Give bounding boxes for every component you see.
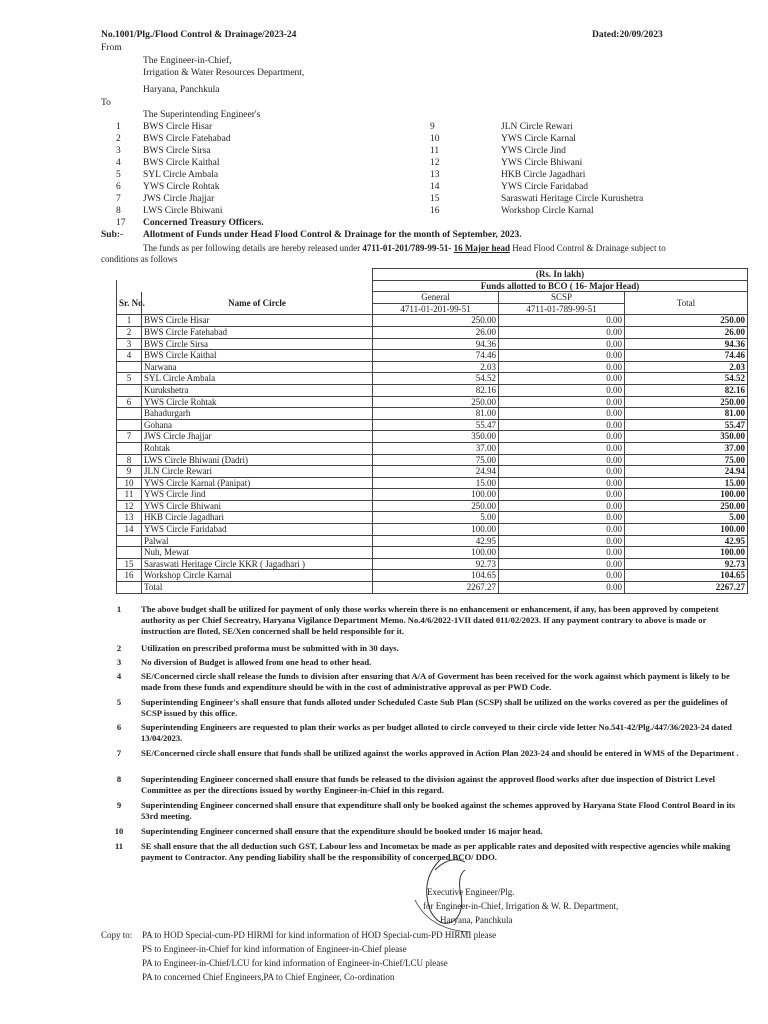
copy-to-line: PA to concerned Chief Engineers,PA to Chief Engineer, Co-ordination bbox=[142, 972, 395, 982]
sr-cell: 2 bbox=[117, 326, 142, 338]
recipient-number: 9 bbox=[430, 122, 435, 132]
sr-cell: 1 bbox=[117, 315, 142, 327]
circle-name-cell: BWS Circle Fatehabad bbox=[142, 326, 373, 338]
circle-name-cell: Bahadurgarh bbox=[142, 408, 373, 420]
scsp-cell: 0.00 bbox=[499, 547, 625, 559]
condition-number: 5 bbox=[116, 697, 122, 707]
table-row bbox=[117, 558, 748, 570]
copy-to-line: PA to HOD Special-cum-PD HIRMI for kind information of HOD Special-cum-PD HIRMI please bbox=[142, 930, 497, 940]
col-name-of-circle: Name of Circle bbox=[142, 292, 373, 315]
sr-cell: 9 bbox=[117, 466, 142, 478]
letter-date: Dated:20/09/2023 bbox=[592, 30, 663, 40]
scsp-cell: 0.00 bbox=[499, 500, 625, 512]
condition-text: The above budget shall be utilized for payment of only those works wherein there is no enhancement or enhancement, if any, has been approved by competent authority as per Chief Secreatry, Haryana Vigilance Department Memo. No.4/6/2022-1VII dated 011/02/2023. If any payment contrary to above is made or instruction are floted, SE/Xen concerned shall be held responsible for it. bbox=[141, 604, 719, 636]
condition-number: 2 bbox=[116, 643, 122, 653]
condition-number: 9 bbox=[116, 800, 122, 810]
circle-name-cell: Palwal bbox=[142, 535, 373, 547]
table-row bbox=[117, 384, 748, 396]
scsp-cell: 0.00 bbox=[499, 315, 625, 327]
col-sr-no: Sr. No. bbox=[117, 292, 142, 315]
sr-cell: 13 bbox=[117, 512, 142, 524]
circle-name-cell: Workshop Circle Karnal bbox=[142, 570, 373, 582]
total-cell: 5.00 bbox=[625, 512, 748, 524]
general-cell: 250.00 bbox=[373, 396, 499, 408]
total-row bbox=[117, 582, 748, 594]
condition-number: 3 bbox=[116, 657, 122, 667]
recipient-name: JWS Circle Jhajjar bbox=[143, 194, 215, 204]
total-cell: 250.00 bbox=[625, 500, 748, 512]
general-cell: 42.95 bbox=[373, 535, 499, 547]
sr-cell bbox=[117, 419, 142, 431]
total-cell: 250.00 bbox=[625, 396, 748, 408]
condition-number: 1 bbox=[116, 604, 122, 614]
scsp-cell: 0.00 bbox=[499, 524, 625, 536]
recipient-name: HKB Circle Jagadhari bbox=[501, 170, 586, 180]
scsp-cell: 0.00 bbox=[499, 582, 625, 594]
recipient-name: YWS Circle Faridabad bbox=[501, 182, 589, 192]
recipient-name: YWS Circle Karnal bbox=[501, 134, 576, 144]
scsp-cell: 0.00 bbox=[499, 396, 625, 408]
recipient-number: 5 bbox=[116, 170, 121, 180]
intro-major-head: 16 Major head bbox=[453, 243, 511, 253]
circle-name-cell: YWS Circle Jind bbox=[142, 489, 373, 501]
scsp-cell: 0.00 bbox=[499, 535, 625, 547]
general-cell: 75.00 bbox=[373, 454, 499, 466]
table-row bbox=[117, 535, 748, 547]
circle-name-cell: Saraswati Heritage Circle KKR ( Jagadhari ) bbox=[142, 558, 373, 570]
circle-name-cell: HKB Circle Jagadhari bbox=[142, 512, 373, 524]
total-cell: 100.00 bbox=[625, 547, 748, 559]
recipient-name: BWS Circle Kaithal bbox=[143, 158, 220, 168]
copy-to-line: PS to Engineer-in-Chief for kind information of Engineer-in-Chief please bbox=[142, 944, 407, 954]
sr-cell bbox=[117, 535, 142, 547]
sr-cell: 6 bbox=[117, 396, 142, 408]
scsp-cell: 0.00 bbox=[499, 431, 625, 443]
total-cell: 75.00 bbox=[625, 454, 748, 466]
scsp-cell: 0.00 bbox=[499, 350, 625, 362]
sr-cell: 8 bbox=[117, 454, 142, 466]
recipient-name: LWS Circle Bhiwani bbox=[143, 206, 223, 216]
col-scsp-code: 4711-01-789-99-51 bbox=[499, 303, 625, 315]
scsp-cell: 0.00 bbox=[499, 466, 625, 478]
to-heading: The Superintending Engineer's bbox=[143, 110, 261, 120]
sr-cell: 4 bbox=[117, 350, 142, 362]
general-cell: 82.16 bbox=[373, 384, 499, 396]
recipient-name: Workshop Circle Karnal bbox=[501, 206, 594, 216]
condition-text: SE/Concerned circle shall ensure that funds shall be utilized against the works approved in Action Plan 2023-24 and should be entered in WMS of the Department . bbox=[141, 748, 739, 758]
table-row bbox=[117, 477, 748, 489]
circle-name-cell: JLN Circle Rewari bbox=[142, 466, 373, 478]
total-cell: 54.52 bbox=[625, 373, 748, 385]
sr-cell bbox=[117, 547, 142, 559]
copy-to-label: Copy to: bbox=[101, 930, 133, 940]
total-cell: 42.95 bbox=[625, 535, 748, 547]
recipient-number: 17 bbox=[116, 218, 126, 228]
table-row bbox=[117, 442, 748, 454]
group-header: Funds allotted to BCO ( 16- Major Head) bbox=[373, 280, 748, 292]
recipient-number: 13 bbox=[430, 170, 440, 180]
recipient-number: 8 bbox=[116, 206, 121, 216]
condition-number: 8 bbox=[116, 774, 122, 784]
total-cell: 81.00 bbox=[625, 408, 748, 420]
condition-text: SE/Concerned circle shall release the funds to division after ensuring that A/A of Goverment has been received for the work against which payment is likely to be made from these funds and expenditure should be with in the cost of administrative approval as per PWD Code. bbox=[141, 671, 730, 692]
general-cell: 81.00 bbox=[373, 408, 499, 420]
sr-cell bbox=[117, 442, 142, 454]
general-cell: 74.46 bbox=[373, 350, 499, 362]
table-row bbox=[117, 524, 748, 536]
col-general: General bbox=[373, 292, 499, 304]
recipient-number: 11 bbox=[430, 146, 440, 156]
total-cell: 24.94 bbox=[625, 466, 748, 478]
general-cell: 350.00 bbox=[373, 431, 499, 443]
scsp-cell: 0.00 bbox=[499, 326, 625, 338]
recipient-name: Concerned Treasury Officers. bbox=[143, 218, 264, 228]
condition-number: 7 bbox=[116, 748, 122, 758]
recipient-number: 10 bbox=[430, 134, 440, 144]
units-header: (Rs. In lakh) bbox=[373, 269, 748, 281]
recipient-name: YWS Circle Jind bbox=[501, 146, 566, 156]
circle-name-cell: YWS Circle Karnal (Panipat) bbox=[142, 477, 373, 489]
letter-number: No.1001/Plg./Flood Control & Drainage/2023-24 bbox=[101, 30, 297, 40]
from-line-2: Irrigation & Water Resources Department, bbox=[143, 68, 305, 78]
sr-cell: 16 bbox=[117, 570, 142, 582]
total-cell: 26.00 bbox=[625, 326, 748, 338]
condition-number: 6 bbox=[116, 722, 122, 732]
circle-name-cell: LWS Circle Bhiwani (Dadri) bbox=[142, 454, 373, 466]
total-cell: 350.00 bbox=[625, 431, 748, 443]
scsp-cell: 0.00 bbox=[499, 408, 625, 420]
table-row bbox=[117, 396, 748, 408]
total-cell: 100.00 bbox=[625, 489, 748, 501]
circle-name-cell: BWS Circle Hisar bbox=[142, 315, 373, 327]
general-cell: 94.36 bbox=[373, 338, 499, 350]
total-cell: 2.03 bbox=[625, 361, 748, 373]
sr-cell: 7 bbox=[117, 431, 142, 443]
recipient-number: 14 bbox=[430, 182, 440, 192]
condition-text: Utilization on prescribed proforma must be submitted with in 30 days. bbox=[141, 643, 399, 653]
total-cell: 55.47 bbox=[625, 419, 748, 431]
recipient-number: 15 bbox=[430, 194, 440, 204]
recipient-number: 6 bbox=[116, 182, 121, 192]
general-cell: 37.00 bbox=[373, 442, 499, 454]
table-row bbox=[117, 500, 748, 512]
general-cell: 26.00 bbox=[373, 326, 499, 338]
circle-name-cell: Kurukshetra bbox=[142, 384, 373, 396]
from-label: From bbox=[101, 43, 122, 53]
intro-part-1: The funds as per following details are hereby released under bbox=[143, 243, 363, 253]
condition-text: Superintending Engineer concerned shall ensure that funds be released to the division against the approved flood works after due inspection of District Level Committee as per the directions issued by worthy Engineer-in-Chief in this regard. bbox=[141, 774, 716, 795]
general-cell: 100.00 bbox=[373, 489, 499, 501]
circle-name-cell: YWS Circle Faridabad bbox=[142, 524, 373, 536]
table-row bbox=[117, 373, 748, 385]
recipient-number: 2 bbox=[116, 134, 121, 144]
general-cell: 54.52 bbox=[373, 373, 499, 385]
circle-name-cell: BWS Circle Kaithal bbox=[142, 350, 373, 362]
sr-cell: 14 bbox=[117, 524, 142, 536]
general-cell: 55.47 bbox=[373, 419, 499, 431]
sr-cell bbox=[117, 384, 142, 396]
general-cell: 100.00 bbox=[373, 524, 499, 536]
total-cell: 2267.27 bbox=[625, 582, 748, 594]
recipient-number: 3 bbox=[116, 146, 121, 156]
sr-cell bbox=[117, 582, 142, 594]
signature-for-line: for Engineer-in-Chief, Irrigation & W. R. Department, bbox=[423, 901, 619, 911]
total-cell: 15.00 bbox=[625, 477, 748, 489]
circle-name-cell: Rohtak bbox=[142, 442, 373, 454]
scsp-cell: 0.00 bbox=[499, 570, 625, 582]
general-cell: 15.00 bbox=[373, 477, 499, 489]
total-cell: 104.65 bbox=[625, 570, 748, 582]
condition-text: SE shall ensure that the all deduction such GST, Labour less and Incometax be made as per applicable rates and deposited with respective agencies while making payment to Contractor. Any pending liability shall be the responsibility of concerned BCO/ DDO. bbox=[141, 841, 731, 862]
general-cell: 2267.27 bbox=[373, 582, 499, 594]
recipient-name: BWS Circle Hisar bbox=[143, 122, 213, 132]
table-row bbox=[117, 466, 748, 478]
sr-cell: 11 bbox=[117, 489, 142, 501]
recipient-name: JLN Circle Rewari bbox=[501, 122, 573, 132]
scsp-cell: 0.00 bbox=[499, 477, 625, 489]
recipient-name: SYL Circle Ambala bbox=[143, 170, 219, 180]
sr-cell bbox=[117, 361, 142, 373]
total-cell: 94.36 bbox=[625, 338, 748, 350]
condition-number: 11 bbox=[114, 841, 124, 851]
col-general-code: 4711-01-201-99-51 bbox=[373, 303, 499, 315]
recipient-name: YWS Circle Rohtak bbox=[143, 182, 220, 192]
table-row bbox=[117, 570, 748, 582]
copy-to-line: PA to Engineer-in-Chief/LCU for kind information of Engineer-in-Chief/LCU please bbox=[142, 958, 448, 968]
condition-number: 4 bbox=[116, 671, 122, 681]
sr-cell: 5 bbox=[117, 373, 142, 385]
table-row bbox=[117, 361, 748, 373]
general-cell: 5.00 bbox=[373, 512, 499, 524]
subject-label: Sub:- bbox=[101, 230, 124, 240]
table-row bbox=[117, 350, 748, 362]
total-cell: 250.00 bbox=[625, 315, 748, 327]
sr-cell bbox=[117, 408, 142, 420]
total-cell: 100.00 bbox=[625, 524, 748, 536]
circle-name-cell: JWS Circle Jhajjar bbox=[142, 431, 373, 443]
general-cell: 2.03 bbox=[373, 361, 499, 373]
circle-name-cell: YWS Circle Bhiwani bbox=[142, 500, 373, 512]
table-row bbox=[117, 431, 748, 443]
scsp-cell: 0.00 bbox=[499, 338, 625, 350]
general-cell: 92.73 bbox=[373, 558, 499, 570]
table-row bbox=[117, 547, 748, 559]
general-cell: 250.00 bbox=[373, 315, 499, 327]
circle-name-cell: Nuh, Mewat bbox=[142, 547, 373, 559]
general-cell: 100.00 bbox=[373, 547, 499, 559]
recipient-number: 4 bbox=[116, 158, 121, 168]
scsp-cell: 0.00 bbox=[499, 489, 625, 501]
scsp-cell: 0.00 bbox=[499, 373, 625, 385]
general-cell: 104.65 bbox=[373, 570, 499, 582]
total-label-cell: Total bbox=[142, 582, 373, 594]
condition-text: Superintending Engineer concerned shall ensure that the expenditure should be booked under 16 major head. bbox=[141, 826, 543, 836]
intro-head-code: 4711-01-201/789-99-51- bbox=[362, 243, 454, 253]
condition-text: Superintending Engineers are requested to plan their works as per budget alloted to circle conveyed to their circle vide letter No.541-42/Plg./447/36/2023-24 dated 13/04/2023. bbox=[141, 722, 732, 743]
recipient-name: YWS Circle Bhiwani bbox=[501, 158, 583, 168]
table-row bbox=[117, 326, 748, 338]
scsp-cell: 0.00 bbox=[499, 512, 625, 524]
scsp-cell: 0.00 bbox=[499, 442, 625, 454]
sr-cell: 12 bbox=[117, 500, 142, 512]
recipient-name: Saraswati Heritage Circle Kurushetra bbox=[501, 194, 644, 204]
scsp-cell: 0.00 bbox=[499, 558, 625, 570]
sr-cell: 15 bbox=[117, 558, 142, 570]
recipient-name: BWS Circle Sirsa bbox=[143, 146, 211, 156]
from-line-1: The Engineer-in-Chief, bbox=[143, 56, 232, 66]
intro-line bbox=[143, 243, 666, 253]
sr-cell: 10 bbox=[117, 477, 142, 489]
table-row bbox=[117, 512, 748, 524]
total-cell: 37.00 bbox=[625, 442, 748, 454]
allocation-table bbox=[116, 268, 748, 594]
from-line-3: Haryana, Panchkula bbox=[143, 85, 220, 95]
signature-place: Haryana, Panchkula bbox=[440, 915, 513, 925]
circle-name-cell: SYL Circle Ambala bbox=[142, 373, 373, 385]
total-cell: 92.73 bbox=[625, 558, 748, 570]
condition-text: Superintending Engineer concerned shall ensure that expenditure shall only be booked against the schemes approved by Haryana State Flood Control Board in its 53rd meeting. bbox=[141, 800, 736, 821]
intro-part-2: Head Flood Control & Drainage subject to bbox=[510, 243, 666, 253]
recipient-name: BWS Circle Fatehabad bbox=[143, 134, 231, 144]
table-row bbox=[117, 315, 748, 327]
intro-line-2: conditions as follows bbox=[101, 254, 178, 264]
circle-name-cell: Narwana bbox=[142, 361, 373, 373]
total-cell: 82.16 bbox=[625, 384, 748, 396]
table-row bbox=[117, 419, 748, 431]
condition-number: 10 bbox=[114, 826, 124, 836]
scsp-cell: 0.00 bbox=[499, 419, 625, 431]
circle-name-cell: YWS Circle Rohtak bbox=[142, 396, 373, 408]
col-total: Total bbox=[625, 292, 748, 315]
condition-text: Superintending Engineer's shall ensure that funds alloted under Scheduled Caste Sub Plan (SCSP) shall be utilized on the works covered as per the guidelines of SCSP issued by this office. bbox=[141, 697, 728, 718]
total-cell: 74.46 bbox=[625, 350, 748, 362]
circle-name-cell: Gohana bbox=[142, 419, 373, 431]
subject-text: Allotment of Funds under Head Flood Control & Drainage for the month of September, 2023. bbox=[143, 230, 522, 240]
table-row bbox=[117, 408, 748, 420]
recipient-number: 7 bbox=[116, 194, 121, 204]
general-cell: 24.94 bbox=[373, 466, 499, 478]
recipient-number: 1 bbox=[116, 122, 121, 132]
circle-name-cell: BWS Circle Sirsa bbox=[142, 338, 373, 350]
recipient-number: 12 bbox=[430, 158, 440, 168]
col-scsp: SCSP bbox=[499, 292, 625, 304]
condition-text: No diversion of Budget is allowed from one head to other head. bbox=[141, 657, 372, 667]
recipient-number: 16 bbox=[430, 206, 440, 216]
table-row bbox=[117, 489, 748, 501]
table-row bbox=[117, 454, 748, 466]
to-label: To bbox=[101, 98, 111, 108]
general-cell: 250.00 bbox=[373, 500, 499, 512]
signature-designation: Executive Engineer/Plg. bbox=[427, 887, 515, 897]
scsp-cell: 0.00 bbox=[499, 454, 625, 466]
table-row bbox=[117, 338, 748, 350]
scsp-cell: 0.00 bbox=[499, 361, 625, 373]
sr-cell: 3 bbox=[117, 338, 142, 350]
scsp-cell: 0.00 bbox=[499, 384, 625, 396]
